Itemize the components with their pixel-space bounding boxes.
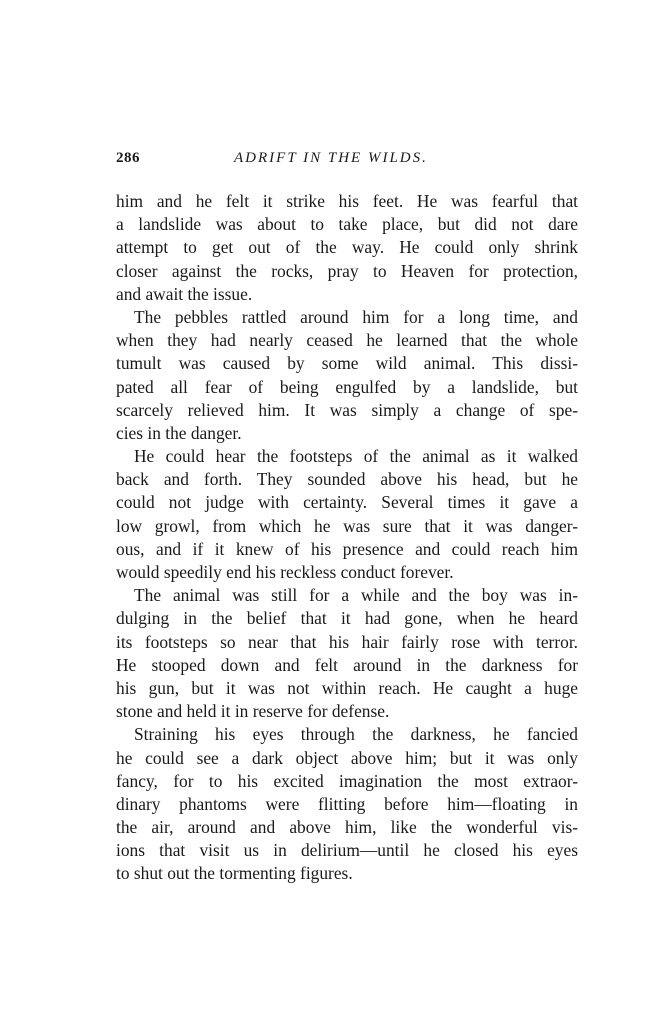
paragraph [116, 190, 578, 306]
paragraph [116, 584, 578, 723]
text-line: ous, and if it knew of his presence and could reach him [116, 538, 578, 559]
text-line: him and he felt it strike his feet. He was fearful that [116, 191, 578, 211]
text-line: The pebbles rattled around him for a long time, and [134, 306, 578, 327]
text-line: pated all fear of being engulfed by a landslide, but [116, 376, 578, 397]
text-line: to shut out the tormenting figures. [116, 863, 353, 884]
text-line: The animal was still for a while and the boy was in- [134, 585, 578, 606]
text-line: ions that visit us in delirium—until he closed his eyes [116, 840, 578, 861]
text-line: attempt to get out of the way. He could only shrink [116, 237, 578, 258]
body-text [116, 190, 578, 886]
text-line: He stooped down and felt around in the darkness for [116, 654, 578, 675]
text-line: he could see a dark object above him; but it was only [116, 747, 578, 768]
paragraph [116, 445, 578, 584]
text-line: cies in the danger. [116, 422, 242, 443]
text-line: fancy, for to his excited imagination the most extraor- [116, 770, 578, 791]
text-line: its footsteps so near that his hair fairly rose with terror. [116, 631, 578, 652]
text-line: stone and held it in reserve for defense. [116, 701, 390, 722]
page-number: 286 [116, 150, 140, 166]
text-line: would speedily end his reckless conduct forever. [116, 562, 454, 582]
text-line: the air, around and above him, like the wonderful vis- [116, 817, 578, 838]
text-line: when they had nearly ceased he learned that the whole [116, 330, 578, 351]
running-head [116, 150, 578, 172]
running-title: ADRIFT IN THE WILDS. [234, 150, 428, 166]
text-line: Straining his eyes through the darkness, he fancied [134, 724, 578, 745]
text-line: and await the issue. [116, 283, 253, 304]
text-line: scarcely relieved him. It was simply a change of spe- [116, 399, 578, 420]
text-line: a landslide was about to take place, but did not dare [116, 214, 578, 235]
paragraph [116, 723, 578, 885]
text-line: back and forth. They sounded above his head, but he [116, 469, 578, 490]
text-line: tumult was caused by some wild animal. This dissi- [116, 353, 578, 374]
text-line: could not judge with certainty. Several times it gave a [116, 492, 578, 513]
text-line: dinary phantoms were flitting before him—floating in [116, 793, 578, 814]
text-line: his gun, but it was not within reach. He caught a huge [116, 677, 578, 698]
paragraph [116, 306, 578, 445]
text-line: He could hear the footsteps of the animal as it walked [134, 446, 578, 467]
text-line: low growl, from which he was sure that it was danger- [116, 515, 578, 536]
text-line: dulging in the belief that it had gone, when he heard [116, 608, 578, 629]
text-line: closer against the rocks, pray to Heaven for protection, [116, 260, 578, 281]
